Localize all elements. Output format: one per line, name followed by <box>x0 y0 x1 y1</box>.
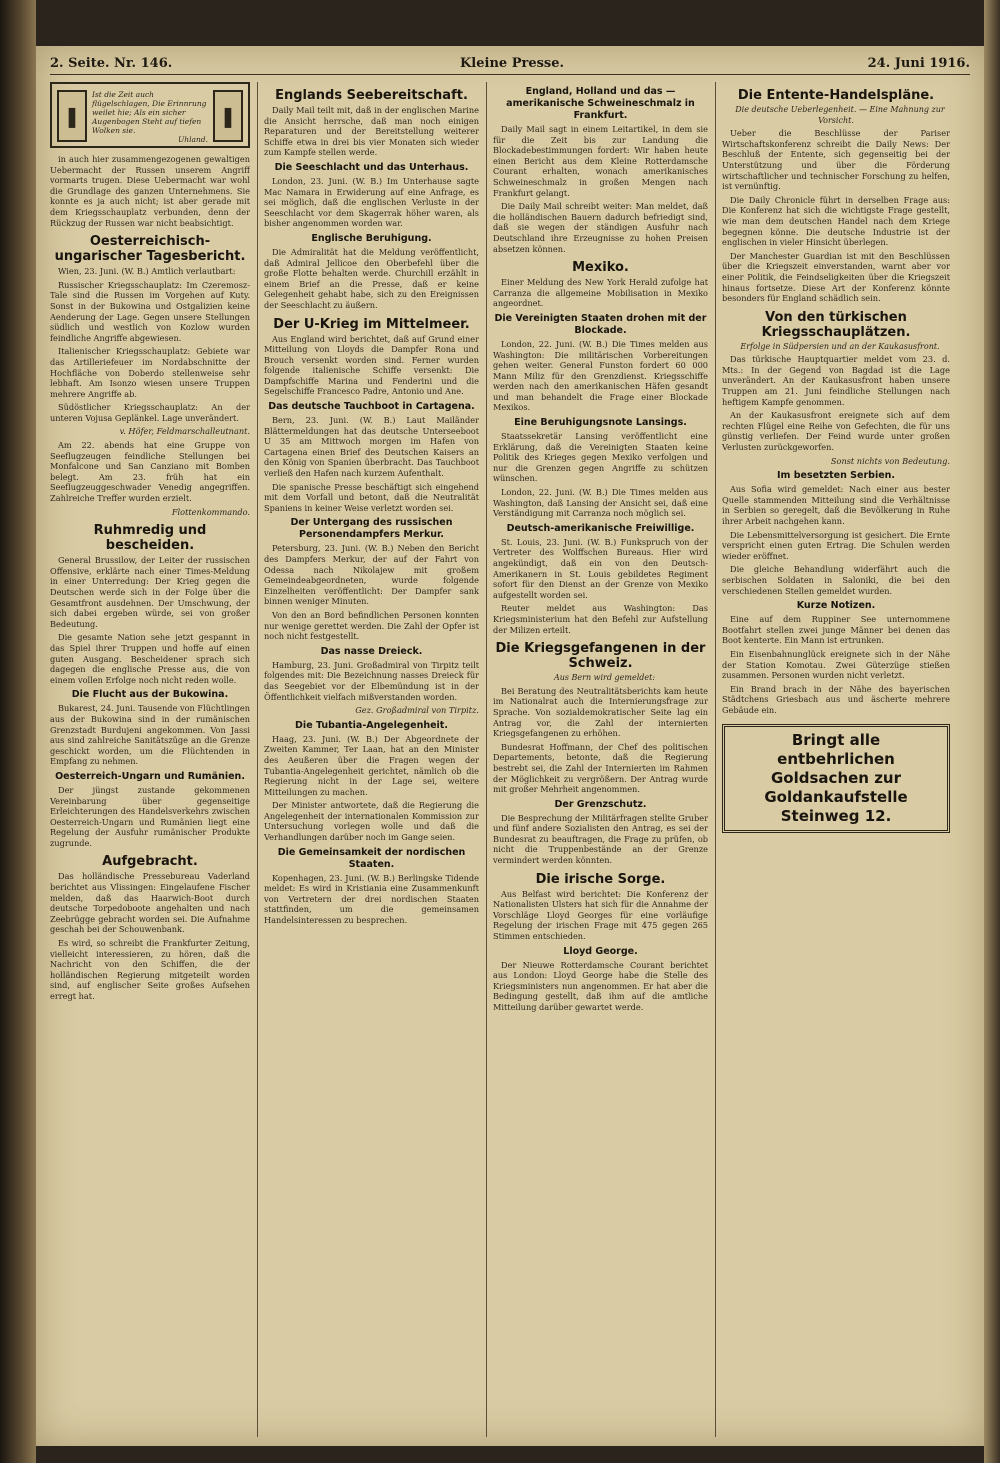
article-text: Südöstlicher Kriegsschauplatz: An der unteren Vojusa Geplänkel. Lage unverändert. <box>50 402 250 423</box>
headline: Eine Beruhigungsnote Lansings. <box>514 417 687 429</box>
signature: Gez. Großadmiral von Tirpitz. <box>355 705 479 716</box>
headline: England, Holland und das — amerikanische Schweineschmalz in Frankfurt. <box>506 86 695 121</box>
headline: Das deutsche Tauchboot in Cartagena. <box>268 401 475 413</box>
article-text: Bern, 23. Juni. (W. B.) Laut Mailänder Blättermeldungen hat das deutsche Unterseeboot U 35 am Mittwoch morgen im Hafen von Cartagena einen Brief des Deutschen Kaisers an den König von Spanien überbracht. Das Tauchboot verließ den Hafen nach kurzem Aufenthalt. <box>264 415 479 479</box>
article-text: Die Daily Mail schreibt weiter: Man meldet, daß die holländischen Bauern dadurch befriedigt sind, daß sie wegen der ständigen Ausfuhr nach Deutschland ihre Erzeugnisse zu hohen Preisen absetzen können. <box>493 201 708 254</box>
headline: Das nasse Dreieck. <box>320 645 423 657</box>
headline: Oesterreich-Ungarn und Rumänien. <box>55 770 245 782</box>
article-text: Bundesrat Hoffmann, der Chef des politischen Departements, betonte, daß die Regierung bestrebt sei, die Zahl der Internierten im Rahmen der Möglichkeit zu vergrößern. Der Antrag wurde mit großer Mehrheit angenommen. <box>493 741 708 795</box>
poem-text: Ist die Zeit auch flügelschlagen, Die Erinnrung weilet hie; Als ein sicher Augenbogen Steht auf tiefen Wolken sie. Uhland. <box>92 90 208 144</box>
article-text: Reuter meldet aus Washington: Das Kriegsministerium hat den Befehl zur Aufstellung der Milizen erteilt. <box>493 603 708 635</box>
headline: Lloyd George. <box>563 945 638 957</box>
article-text: Der jüngst zustande gekommenen Vereinbarung über gegenseitige Erleichterungen des Handelsverkehrs zwischen Oesterreich-Ungarn und Rumänien liegt eine Regelung der Ausfuhr rumänischer Produkte zugrunde. <box>50 784 250 848</box>
article-text: London, 22. Juni. (W. B.) Die Times melden aus Washington: Die militärischen Vorbereitungen gehen weiter. General Funston fordert 60 000 Mann Miliz für den Grenzdienst. Kriegsschiffe werden nach den amerikanischen Häfen gesandt und man behandelt die Frage einer Blockade Mexikos. <box>493 338 708 413</box>
article-text: Die Admiralität hat die Meldung veröffentlicht, daß Admiral Jellicoe den Oberbefehl über die große Flotte behalten werde. Churchill erzählt in einem Brief an die Presse, daß er keine Gelegenheit gehabt habe, sich zu den Ereignissen der Seeschlacht zu äußern. <box>264 246 479 310</box>
masthead <box>50 56 970 75</box>
page-binding <box>0 0 36 1463</box>
headline: Die Gemeinsamkeit der nordischen Staaten. <box>277 846 466 870</box>
headline: Die Flucht aus der Bukowina. <box>71 689 229 701</box>
headline: Aufgebracht. <box>102 854 198 870</box>
article-text: Von den an Bord befindlichen Personen konnten nur wenige gerettet werden. Die Zahl der Opfer ist noch nicht festgestellt. <box>264 609 479 642</box>
column-3 <box>493 82 708 1437</box>
article-text: An der Kaukasusfront ereignete sich auf dem rechten Flügel eine Reihe von Gefechten, die für uns günstig verliefen. Der Feind wurde unter großen Verlusten zurückgeworfen. <box>722 410 950 453</box>
headline: Im besetzten Serbien. <box>776 470 896 482</box>
article-text: Daily Mail sagt in einem Leitartikel, in dem sie für die Zeit bis zur Landung die Blockadebestimmungen fordert: Wir haben heute einen Bericht aus dem Kleine Rotterdamsche Courant erhalten, wonach amerikanisches Schweineschmalz in großen Mengen nach Frankfurt gelangt. <box>493 124 708 198</box>
signature: Flottenkommando. <box>171 506 250 517</box>
headline: Die Vereinigten Staaten drohen mit der Blockade. <box>494 312 707 336</box>
ornament-icon: ❚ <box>57 90 87 142</box>
article-text: London, 22. Juni. (W. B.) Die Times melden aus Washington, daß Lansing der Ansicht sei, daß eine Verständigung mit Carranza noch möglich sei. <box>493 487 708 519</box>
headline: Von den türkischen Kriegsschauplätzen. <box>761 309 911 340</box>
article-text: Staatssekretär Lansing veröffentlicht eine Erklärung, daß die Vereinigten Staaten keine Politik des Krieges gegen Mexiko verfolgen und nur die Grenzen gegen Angriffe zu schützen wünschen. <box>493 431 708 484</box>
article-text: Daily Mail teilt mit, daß in der englischen Marine die Ansicht herrsche, daß man noch einigen Reparaturen und der Bereitstellung weiterer Schiffe etwa in drei bis vier Monaten sich wieder zum Kampfe stellen werde. <box>264 105 479 158</box>
column-1 <box>50 82 250 1437</box>
column-2 <box>264 82 479 1437</box>
article-text: Einer Meldung des New York Herald zufolge hat Carranza die allgemeine Mobilisation in Mexiko angeordnet. <box>493 277 708 309</box>
column-4 <box>722 82 950 1437</box>
dateline: Wien, 23. Juni. (W. B.) Amtlich verlautbart: <box>58 266 236 277</box>
column-rule <box>486 82 487 1437</box>
headline: Die Kriegsgefangenen in der Schweiz. <box>495 641 706 672</box>
article-text: St. Louis, 23. Juni. (W. B.) Funkspruch von der Vertreter des Wolffschen Bureaus. Hier wird angekündigt, daß ein von den Deutsch-Amerikanern in St. Louis gebildetes Regiment sofort für den Dienst an der Grenze von Mexiko aufgestellt worden sei. <box>493 536 708 600</box>
poem-box <box>50 82 250 148</box>
headline: Die irische Sorge. <box>535 871 666 887</box>
signature: Sonst nichts von Bedeutung. <box>830 455 950 466</box>
headline: Mexiko. <box>572 260 629 276</box>
article-text: General Brussilow, der Leiter der russischen Offensive, erklärte nach einer Times-Meldung in einer Unterredung: Der Krieg gegen die Deutschen werde sich in der Folge über die Gesamtfront ausdehnen. Der Umschwung, der sich dabei ergeben würde, sei von großer Bedeutung. <box>50 555 250 629</box>
headline: Englische Beruhigung. <box>311 232 432 244</box>
article-text: Aus Belfast wird berichtet: Die Konferenz der Nationalisten Ulsters hat sich für die Annahme der Vorschläge Lloyd Georges für eine vorläufige Regelung der irischen Frage mit 475 gegen 265 Stimmen entschieden. <box>493 888 708 942</box>
subheadline: Die deutsche Ueberlegenheit. — Eine Mahnung zur Vorsicht. <box>735 105 945 125</box>
headline: Deutsch-amerikanische Freiwillige. <box>506 522 695 534</box>
headline: Der U-Krieg im Mittelmeer. <box>273 316 470 332</box>
gold-collection-advertisement: Bringt alle entbehrlichen Goldsachen zur Goldankaufstelle Steinweg 12. <box>722 724 950 833</box>
article-text: Die gesamte Nation sehe jetzt gespannt in das Spiel ihrer Truppen und hoffe auf einen guten Ausgang. Bescheidener sprach sich dagegen die englische Presse aus, die von einem vollen Erfolge noch nicht reden wolle. <box>50 632 250 685</box>
article-text: Bei Beratung des Neutralitätsberichts kam heute im Nationalrat auch die Internierungsfrage zur Sprache. Von sozialdemokratischer Seite lag ein Antrag vor, die Zahl der internierten Kriegsgefangenen zu erhöhen. <box>493 685 708 739</box>
newspaper-title: Kleine Presse. <box>460 56 565 71</box>
article-text: Haag, 23. Juni. (W. B.) Der Abgeordnete der Zweiten Kammer, Ter Laan, hat an den Minister des Aeußeren über die Fragen wegen der Tubantia-Angelegenheit gerichtet, nämlich ob die Regierung nicht in der Lage sei, weitere Mitteilungen zu machen. <box>264 733 479 797</box>
headline: Kurze Notizen. <box>796 600 876 612</box>
article-text: Das türkische Hauptquartier meldet vom 23. d. Mts.: In der Gegend von Bagdad ist die Lage unverändert. An der Kaukasusfront haben unsere Truppen am 21. Juni feindliche Stellungen nach heftigem Kampfe genommen. <box>722 354 950 407</box>
article-text: Die spanische Presse beschäftigt sich eingehend mit dem Vorfall und betont, daß die Neutralität Spaniens in keiner Weise verletzt worden sei. <box>264 481 479 513</box>
article-text: Aus Sofia wird gemeldet: Nach einer aus bester Quelle stammenden Mitteilung sind die Verhältnisse in Serbien so geregelt, daß die Bevölkerung in Ruhe ihrer Arbeit nachgehen kann. <box>722 484 950 526</box>
article-text: Die gleiche Behandlung widerfährt auch die serbischen Soldaten in Saloniki, die bei den verschiedenen Stellen gemeldet wurden. <box>722 564 950 596</box>
article-text: Hamburg, 23. Juni. Großadmiral von Tirpitz teilt folgendes mit: Die Bezeichnung nasses Dreieck für das Seegebiet vor der Elbemündung ist in der Öffentlichkeit vielfach mißverstanden worden. <box>264 659 479 702</box>
headline: Der Untergang des russischen Personendampfers Merkur. <box>290 517 453 541</box>
signature: v. Höfer, Feldmarschalleutnant. <box>119 426 250 437</box>
headline: Der Grenzschutz. <box>554 798 647 810</box>
article-text: Ein Brand brach in der Nähe des bayerischen Städtchens Griesbach aus und äscherte mehrere Gebäude ein. <box>722 683 950 715</box>
column-rule <box>715 82 716 1437</box>
article-text: Die Besprechung der Militärfragen stellte Gruber und fünf andere Sozialisten den Antrag, es sei der Bundesrat zu beauftragen, die Frage zu prüfen, ob nicht die Truppenbestände an der Grenze vermindert werden könnten. <box>493 812 708 866</box>
article-text: Ein Eisenbahnunglück ereignete sich in der Nähe der Station Komotau. Zwei Güterzüge stießen zusammen. Personen wurden nicht verletzt. <box>722 648 950 681</box>
article-text: Es wird, so schreibt die Frankfurter Zeitung, vielleicht interessieren, zu hören, daß die Nachricht von den Schiffen, die der holländischen Regierung mitgeteilt worden sind, auf englischer Seite großes Aufsehen erregt hat. <box>50 938 250 1001</box>
article-text: Bukarest, 24. Juni. Tausende von Flüchtlingen aus der Bukowina sind in der rumänischen Grenzstadt Burdujeni angekommen. Von Jassi aus sind zahlreiche Sanitätszüge an die Grenze geschickt worden, um die Flüchtenden in Empfang zu nehmen. <box>50 703 250 767</box>
article-text: Der Minister antwortete, daß die Regierung die Angelegenheit der internationalen Kommission zur Untersuchung vorlegen wolle und daß die Verhandlungen darüber noch im Gange seien. <box>264 800 479 843</box>
dateline: Aus Bern wird gemeldet: <box>553 673 656 683</box>
poem-author: Uhland. <box>177 135 208 144</box>
subheadline: Erfolge in Südpersien und an der Kaukasusfront. <box>740 341 940 351</box>
headline: Englands Seebereitschaft. <box>275 88 468 103</box>
article-text: Kopenhagen, 23. Juni. (W. B.) Berlingske Tidende meldet: Es wird in Kristiania eine Zusammenkunft von Vertretern der drei nordischen Staaten stattfinden, um die gemeinsamen Handelsinteressen zu besprechen. <box>264 872 479 926</box>
article-text: Der Manchester Guardian ist mit den Beschlüssen über die Kriegszeit einverstanden, warnt aber vor einer Politik, die Feindseligkeiten über die Kriegszeit hinaus fortsetze. Diese Art der Konferenz könnte besonders für England schädlich sein. <box>722 250 950 304</box>
article-text: Der Nieuwe Rotterdamsche Courant berichtet aus London: Lloyd George habe die Stelle des Kriegsministers nun angenommen. Er hat aber die Bedingung gestellt, daß ihm auf die amtliche Mitteilung darüber gewartet werde. <box>493 959 708 1012</box>
article-text: Die Daily Chronicle führt in derselben Frage aus: Die Konferenz hat sich die wichtigste Frage gestellt, wie man dem deutschen Handel nach dem Kriege begegnen könne. Die deutsche Industrie ist der englischen in vieler Hinsicht überlegen. <box>722 194 950 248</box>
article-text: Am 22. abends hat eine Gruppe von Seeflugzeugen feindliche Stellungen bei Monfalcone und San Canziano mit Bomben belegt. Am 23. früh hat ein Seeflugzeuggeschwader Venedig angegriffen. Zahlreiche Treffer wurden erzielt. <box>50 440 250 504</box>
article-text: London, 23. Juni. (W. B.) Im Unterhause sagte Mac Namara in Erwiderung auf eine Anfrage, es sei möglich, daß die englischen Verluste in der Seeschlacht vor dem Skagerrak höher waren, als bisher angenommen worden war. <box>264 175 479 229</box>
headline: Oesterreichisch-ungarischer Tagesbericht. <box>54 234 246 265</box>
article-text: Eine auf dem Ruppiner See unternommene Bootfahrt stellen zwei junge Männer bei denen das Boot kenterte. Ein Mann ist ertrunken. <box>722 614 950 646</box>
article-text: Die Lebensmittelversorgung ist gesichert. Die Ernte verspricht einen guten Ertrag. Die Schulen werden wieder eröffnet. <box>722 529 950 561</box>
next-page-edge <box>984 0 1000 1463</box>
headline: Die Tubantia-Angelegenheit. <box>295 719 448 731</box>
issue-date: 24. Juni 1916. <box>867 56 970 71</box>
column-rule <box>257 82 258 1437</box>
headline: Die Seeschlacht und das Unterhaus. <box>274 161 469 173</box>
newspaper-page <box>36 46 984 1446</box>
article-text: Das holländische Pressebureau Vaderland berichtet aus Vlissingen: Eingelaufene Fischer melden, daß das Haarwich-Boot durch deutsche Torpedoboote angehalten und nach Zeebrügge gebracht worden sei. Die Aufnahme geschah bei der Schouwenbank. <box>50 871 250 935</box>
article-text: in auch hier zusammengezogenen gewaltigen Uebermacht der Russen unserem Angriff vormarts trugen. Diese Uebermacht war wohl die Grundlage des ganzen Unternehmens. Sie konnte es ja auch nicht; ist aber gerade mit dem Kriegsschauplatz verbunden, denn der Rückzug der Russen war nicht beabsichtigt. <box>50 154 250 228</box>
article-text: Petersburg, 23. Juni. (W. B.) Neben den Bericht des Dampfers Merkur, der auf der Fahrt von Odessa nach Nikolajew mit großem Gemeindeabgeordneten, wurde folgende Einzelheiten veröffentlicht: Der Dampfer sank binnen weniger Minuten. <box>264 543 479 607</box>
article-text: Russischer Kriegsschauplatz: Im Czeremosz-Tale sind die Russen im Vorgehen auf Kuty. Sonst in der Bukowina und Ostgalizien keine Aenderung der Lage. Gegen unsere Stellungen südlich und westlich von Kozlow wurden feindliche Angriffe abgewiesen. <box>50 279 250 343</box>
article-text: Italienischer Kriegsschauplatz: Gebiete war das Artilleriefeuer im Nordabschnitte der Hochfläche von Doberdo stellenweise sehr lebhaft. Am Isonzo wiesen unsere Truppen mehrere Angriffe ab. <box>50 346 250 399</box>
article-text: Ueber die Beschlüsse der Pariser Wirtschaftskonferenz schreibt die Daily News: Der Beschluß der Entente, sich gegenseitig bei der Unterstützung und über die Förderung wirtschaftlicher und technischer Forschung zu helfen, ist vernünftig. <box>722 128 950 192</box>
headline: Ruhmredig und bescheiden. <box>93 523 207 554</box>
article-text: Aus England wird berichtet, daß auf Grund einer Mitteilung von Lloyds die Dampfer Rona und Brouch versenkt worden sind. Ferner wurden folgende italienische Schiffe versenkt: Die Dampfschiffe Marina und Fenderini und die Segelschiffe Francesco Padre, Antonio und Ane. <box>264 333 479 397</box>
headline: Die Entente-Handelspläne. <box>737 88 935 103</box>
page-number: 2. Seite. Nr. 146. <box>50 56 173 71</box>
ornament-icon: ❚ <box>213 90 243 142</box>
